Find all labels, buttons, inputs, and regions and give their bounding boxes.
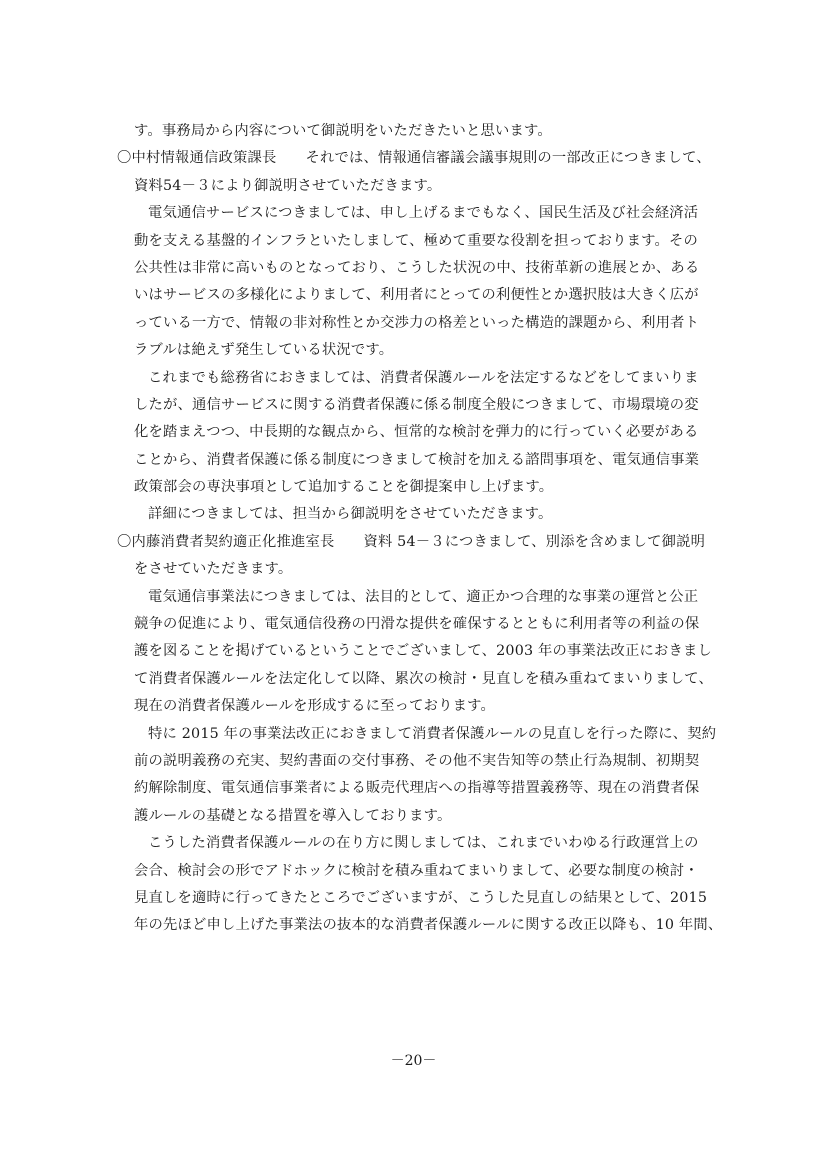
text-line: 詳細につきましては、担当から御説明をさせていただきます。 — [148, 506, 553, 523]
text-line: 動を支える基盤的インフラといたしまして、極めて重要な役割を担っております。その — [134, 232, 698, 249]
text-line: 化を踏まえつつ、中長期的な観点から、恒常的な検討を弾力的に行っていく必要がある — [134, 424, 699, 441]
text-line: す。事務局から内容について御説明をいただきたいと思います。 — [134, 123, 552, 139]
text-line: 約解除制度、電気通信事業者による販売代理店への指導等措置義務等、現在の消費者保 — [134, 780, 700, 797]
text-line: っている一方で、情報の非対称性とか交渉力の格差といった構造的課題から、利用者ト — [134, 314, 700, 331]
text-line: 護を図ることを掲げているということでございまして、2003 年の事業法改正におきまし — [134, 643, 713, 660]
text-line: 公共性は非常に高いものとなっており、こうした状況の中、技術革新の進展とか、ある — [134, 259, 700, 276]
text-line: ことから、消費者保護に係る制度につきまして検討を加える諮問事項を、電気通信事業 — [134, 451, 700, 468]
text-line: 電気通信サービスにつきましては、申し上げるまでもなく、国民生活及び社会経済活 — [148, 205, 699, 222]
text-line: 会合、検討会の形でアドホックに検討を積み重ねてまいりまして、必要な制度の検討・ — [134, 862, 699, 879]
text-line: したが、通信サービスに関する消費者保護に係る制度全般につきまして、市場環境の変 — [134, 396, 699, 413]
text-line: 政策部会の専決事項として追加することを御提案申し上げます。 — [134, 479, 554, 496]
text-line: こうした消費者保護ルールの在り方に関しましては、これまでいわゆる行政運営上の — [148, 835, 699, 852]
speaker-line: 〇中村情報通信政策課長 それでは、情報通信審議会議事規則の一部改正につきまして、 — [117, 150, 711, 167]
text-line: 前の説明義務の充実、契約書面の交付事務、その他不実告知等の禁止行為規制、初期契 — [134, 752, 700, 769]
text-line: て消費者保護ルールを法定化して以降、累次の検討・見直しを積み重ねてまいりまして、 — [134, 670, 713, 687]
text-line: ラブルは絶えず発生している状況です。 — [134, 342, 394, 359]
text-line: 資料54－３により御説明させていただきます。 — [134, 177, 442, 194]
text-line: いはサービスの多様化によりまして、利用者にとっての利便性とか選択肢は大きく広が — [134, 287, 699, 304]
text-line: 見直しを適時に行ってきたところでございますが、こうした見直しの結果として、2015 — [134, 889, 708, 906]
text-line: これまでも総務省におきましては、消費者保護ルールを法定するなどをしてまいりま — [148, 369, 699, 386]
document-body — [117, 118, 725, 940]
text-line: 競争の促進により、電気通信役務の円滑な提供を確保するとともに利用者等の利益の保 — [134, 616, 700, 633]
page-number: －20－ — [390, 1053, 437, 1069]
text-line: 年の先ほど申し上げた事業法の抜本的な消費者保護ルールに関する改正以降も、10 年間、 — [134, 917, 723, 934]
speaker-line: 〇内藤消費者契約適正化推進室長 資料 54－３につきまして、別添を含めまして御説明 — [117, 533, 706, 550]
text-line: 護ルールの基礎となる措置を導入しております。 — [134, 807, 452, 824]
text-line: 現在の消費者保護ルールを形成するに至っております。 — [134, 698, 495, 715]
text-line: 特に 2015 年の事業法改正におきまして消費者保護ルールの見直しを行った際に、契約 — [148, 725, 717, 742]
text-line: 電気通信事業法につきましては、法目的として、適正かつ合理的な事業の運営と公正 — [148, 588, 699, 605]
text-line: をさせていただきます。 — [134, 561, 293, 578]
